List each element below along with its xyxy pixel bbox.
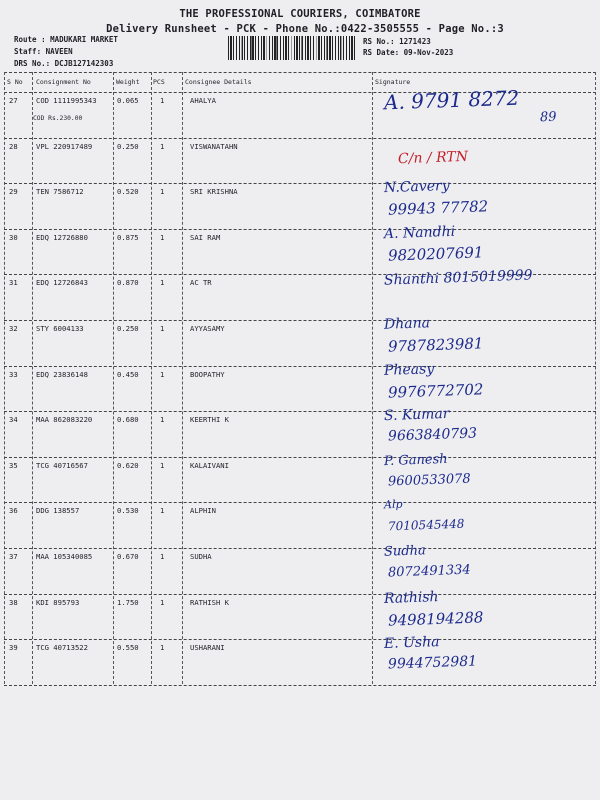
staff-label: Staff: NAVEEN	[14, 47, 73, 56]
row-divider	[4, 457, 596, 458]
rs-no-label: RS No.: 1271423	[363, 37, 431, 46]
cell-pcs: 1	[160, 415, 165, 425]
cod-amount-note: COD Rs.230.00	[33, 115, 83, 122]
cell-weight: 1.750	[117, 597, 139, 607]
cell-consignment: COD 1111995343	[36, 96, 97, 105]
col-divider	[151, 72, 152, 684]
cell-consignee: BOOPATHY	[190, 369, 225, 379]
cell-weight: 0.875	[117, 232, 139, 242]
cell-consignee: USHARANI	[190, 643, 225, 653]
cell-sno: 35	[9, 460, 18, 470]
cell-consignee: ALPHIN	[190, 506, 216, 516]
row-divider	[4, 502, 596, 503]
handwritten-signature: N.Cavery	[383, 178, 450, 197]
cell-pcs: 1	[160, 278, 165, 288]
cell-consignee: AC TR	[190, 278, 212, 288]
handwritten-phone-number: 9944752981	[387, 653, 478, 673]
cell-sno: 27	[9, 96, 18, 105]
handwritten-signature: P. Ganesh	[383, 451, 448, 469]
handwritten-phone-number: 9976772702	[387, 379, 484, 402]
col-divider	[182, 72, 183, 684]
cell-consignee: RATHISH K	[190, 597, 229, 607]
cell-consignment: TCG 40713522	[36, 643, 88, 653]
cell-consignment: EDQ 12726880	[36, 232, 88, 242]
cell-weight: 0.530	[117, 506, 139, 516]
cell-weight: 0.680	[117, 415, 139, 425]
handwritten-phone-number: 89	[539, 109, 557, 126]
handwritten-phone-number: 9787823981	[387, 334, 484, 356]
cell-weight: 0.250	[117, 141, 139, 151]
cell-weight: 0.870	[117, 278, 139, 288]
row-divider	[4, 685, 596, 686]
col-header-consignment: Consignment No	[36, 78, 91, 86]
cell-weight: 0.670	[117, 552, 139, 561]
col-divider	[4, 72, 5, 684]
handwritten-signature: E. Usha	[383, 634, 440, 653]
cell-pcs: 1	[160, 96, 165, 105]
cell-pcs: 1	[160, 324, 165, 333]
cell-sno: 32	[9, 324, 18, 333]
cell-consignee: VISWANATAHN	[190, 141, 238, 151]
cell-consignment: DDG 138557	[36, 506, 80, 516]
handwritten-phone-number: 7010545448	[387, 517, 465, 534]
cell-consignment: VPL 220917489	[36, 141, 93, 151]
cell-consignment: MAA 862083220	[36, 415, 93, 425]
cell-pcs: 1	[160, 369, 165, 379]
cell-pcs: 1	[160, 643, 165, 653]
row-divider	[4, 138, 596, 139]
cell-consignment: EDQ 23836148	[36, 369, 88, 379]
handwritten-signature: A. Nandhi	[383, 223, 456, 243]
handwritten-signature: C/n / RTN	[397, 148, 469, 167]
cell-sno: 34	[9, 415, 18, 425]
cell-sno: 29	[9, 187, 18, 197]
cell-consignment: KDI 895793	[36, 597, 80, 607]
row-divider	[4, 594, 596, 595]
company-title: THE PROFESSIONAL COURIERS, COIMBATORE	[179, 8, 421, 20]
handwritten-phone-number: 9820207691	[387, 243, 484, 265]
handwritten-signature: Shanthi 8015019999	[383, 267, 533, 289]
cell-consignee: AYYASAMY	[190, 324, 225, 333]
cell-pcs: 1	[160, 460, 165, 470]
handwritten-signature: Dhana	[383, 315, 431, 333]
cell-sno: 30	[9, 232, 18, 242]
handwritten-phone-number: 9498194288	[387, 607, 484, 630]
cell-consignee: KALAIVANI	[190, 460, 229, 470]
row-divider	[4, 366, 596, 367]
runsheet-subtitle: Delivery Runsheet - PCK - Phone No.:0422-3505555 - Page No.:3	[106, 23, 504, 35]
row-divider	[4, 411, 596, 412]
cell-weight: 0.620	[117, 460, 139, 470]
handwritten-phone-number: 99943 77782	[387, 197, 489, 219]
handwritten-signature: Sudha	[383, 543, 426, 560]
handwritten-signature: Rathish	[383, 588, 439, 607]
handwritten-signature: S. Kumar	[383, 406, 450, 425]
cell-consignment: EDQ 12726843	[36, 278, 88, 288]
cell-consignment: STY 6004133	[36, 324, 84, 333]
cell-weight: 0.550	[117, 643, 139, 653]
handwritten-signature: Pheasy	[383, 360, 435, 379]
cell-sno: 38	[9, 597, 18, 607]
cell-weight: 0.250	[117, 324, 139, 333]
cell-weight: 0.520	[117, 187, 139, 197]
col-header-consignee: Consignee Details	[185, 78, 252, 86]
row-divider	[4, 639, 596, 640]
cell-sno: 39	[9, 643, 18, 653]
col-header-weight: Weight	[116, 78, 140, 86]
table-top-rule	[4, 72, 596, 73]
cell-consignment: TEN 7586712	[36, 187, 84, 197]
row-divider	[4, 229, 596, 230]
cell-sno: 31	[9, 278, 18, 288]
col-divider	[595, 72, 596, 684]
col-divider	[113, 72, 114, 684]
handwritten-phone-number: 9600533078	[387, 471, 471, 490]
cell-consignee: SUDHA	[190, 552, 212, 561]
cell-consignment: MAA 105340085	[36, 552, 93, 561]
drs-label: DRS No.: DCJB127142303	[14, 59, 114, 68]
handwritten-signature: Alp	[383, 498, 403, 512]
cell-pcs: 1	[160, 552, 165, 561]
cell-sno: 36	[9, 506, 18, 516]
cell-pcs: 1	[160, 597, 165, 607]
row-divider	[4, 320, 596, 321]
row-divider	[4, 183, 596, 184]
cell-sno: 37	[9, 552, 18, 561]
col-header-pcs: PCS	[153, 78, 165, 86]
route-label: Route : MADUKARI MARKET	[14, 35, 118, 44]
handwritten-phone-number: 9663840793	[387, 425, 478, 445]
cell-weight: 0.450	[117, 369, 139, 379]
cell-pcs: 1	[160, 506, 165, 516]
cell-consignee: AHALYA	[190, 96, 216, 105]
cell-pcs: 1	[160, 187, 165, 197]
cell-consignment: TCG 40716567	[36, 460, 88, 470]
cell-weight: 0.065	[117, 96, 139, 105]
cell-sno: 28	[9, 141, 18, 151]
handwritten-signature: A. 9791 8272	[383, 85, 520, 115]
col-header-signature: Signature	[375, 78, 411, 86]
cell-pcs: 1	[160, 141, 165, 151]
col-divider	[372, 72, 373, 684]
cell-sno: 33	[9, 369, 18, 379]
rs-date-label: RS Date: 09-Nov-2023	[363, 48, 454, 57]
cell-consignee: SRI KRISHNA	[190, 187, 238, 197]
barcode	[228, 36, 356, 60]
col-divider	[32, 72, 33, 684]
cell-pcs: 1	[160, 232, 165, 242]
cell-consignee: KEERTHI K	[190, 415, 229, 425]
row-divider	[4, 548, 596, 549]
cell-consignee: SAI RAM	[190, 232, 221, 242]
handwritten-phone-number: 8072491334	[387, 562, 471, 581]
col-header-sno: S No	[7, 78, 23, 86]
